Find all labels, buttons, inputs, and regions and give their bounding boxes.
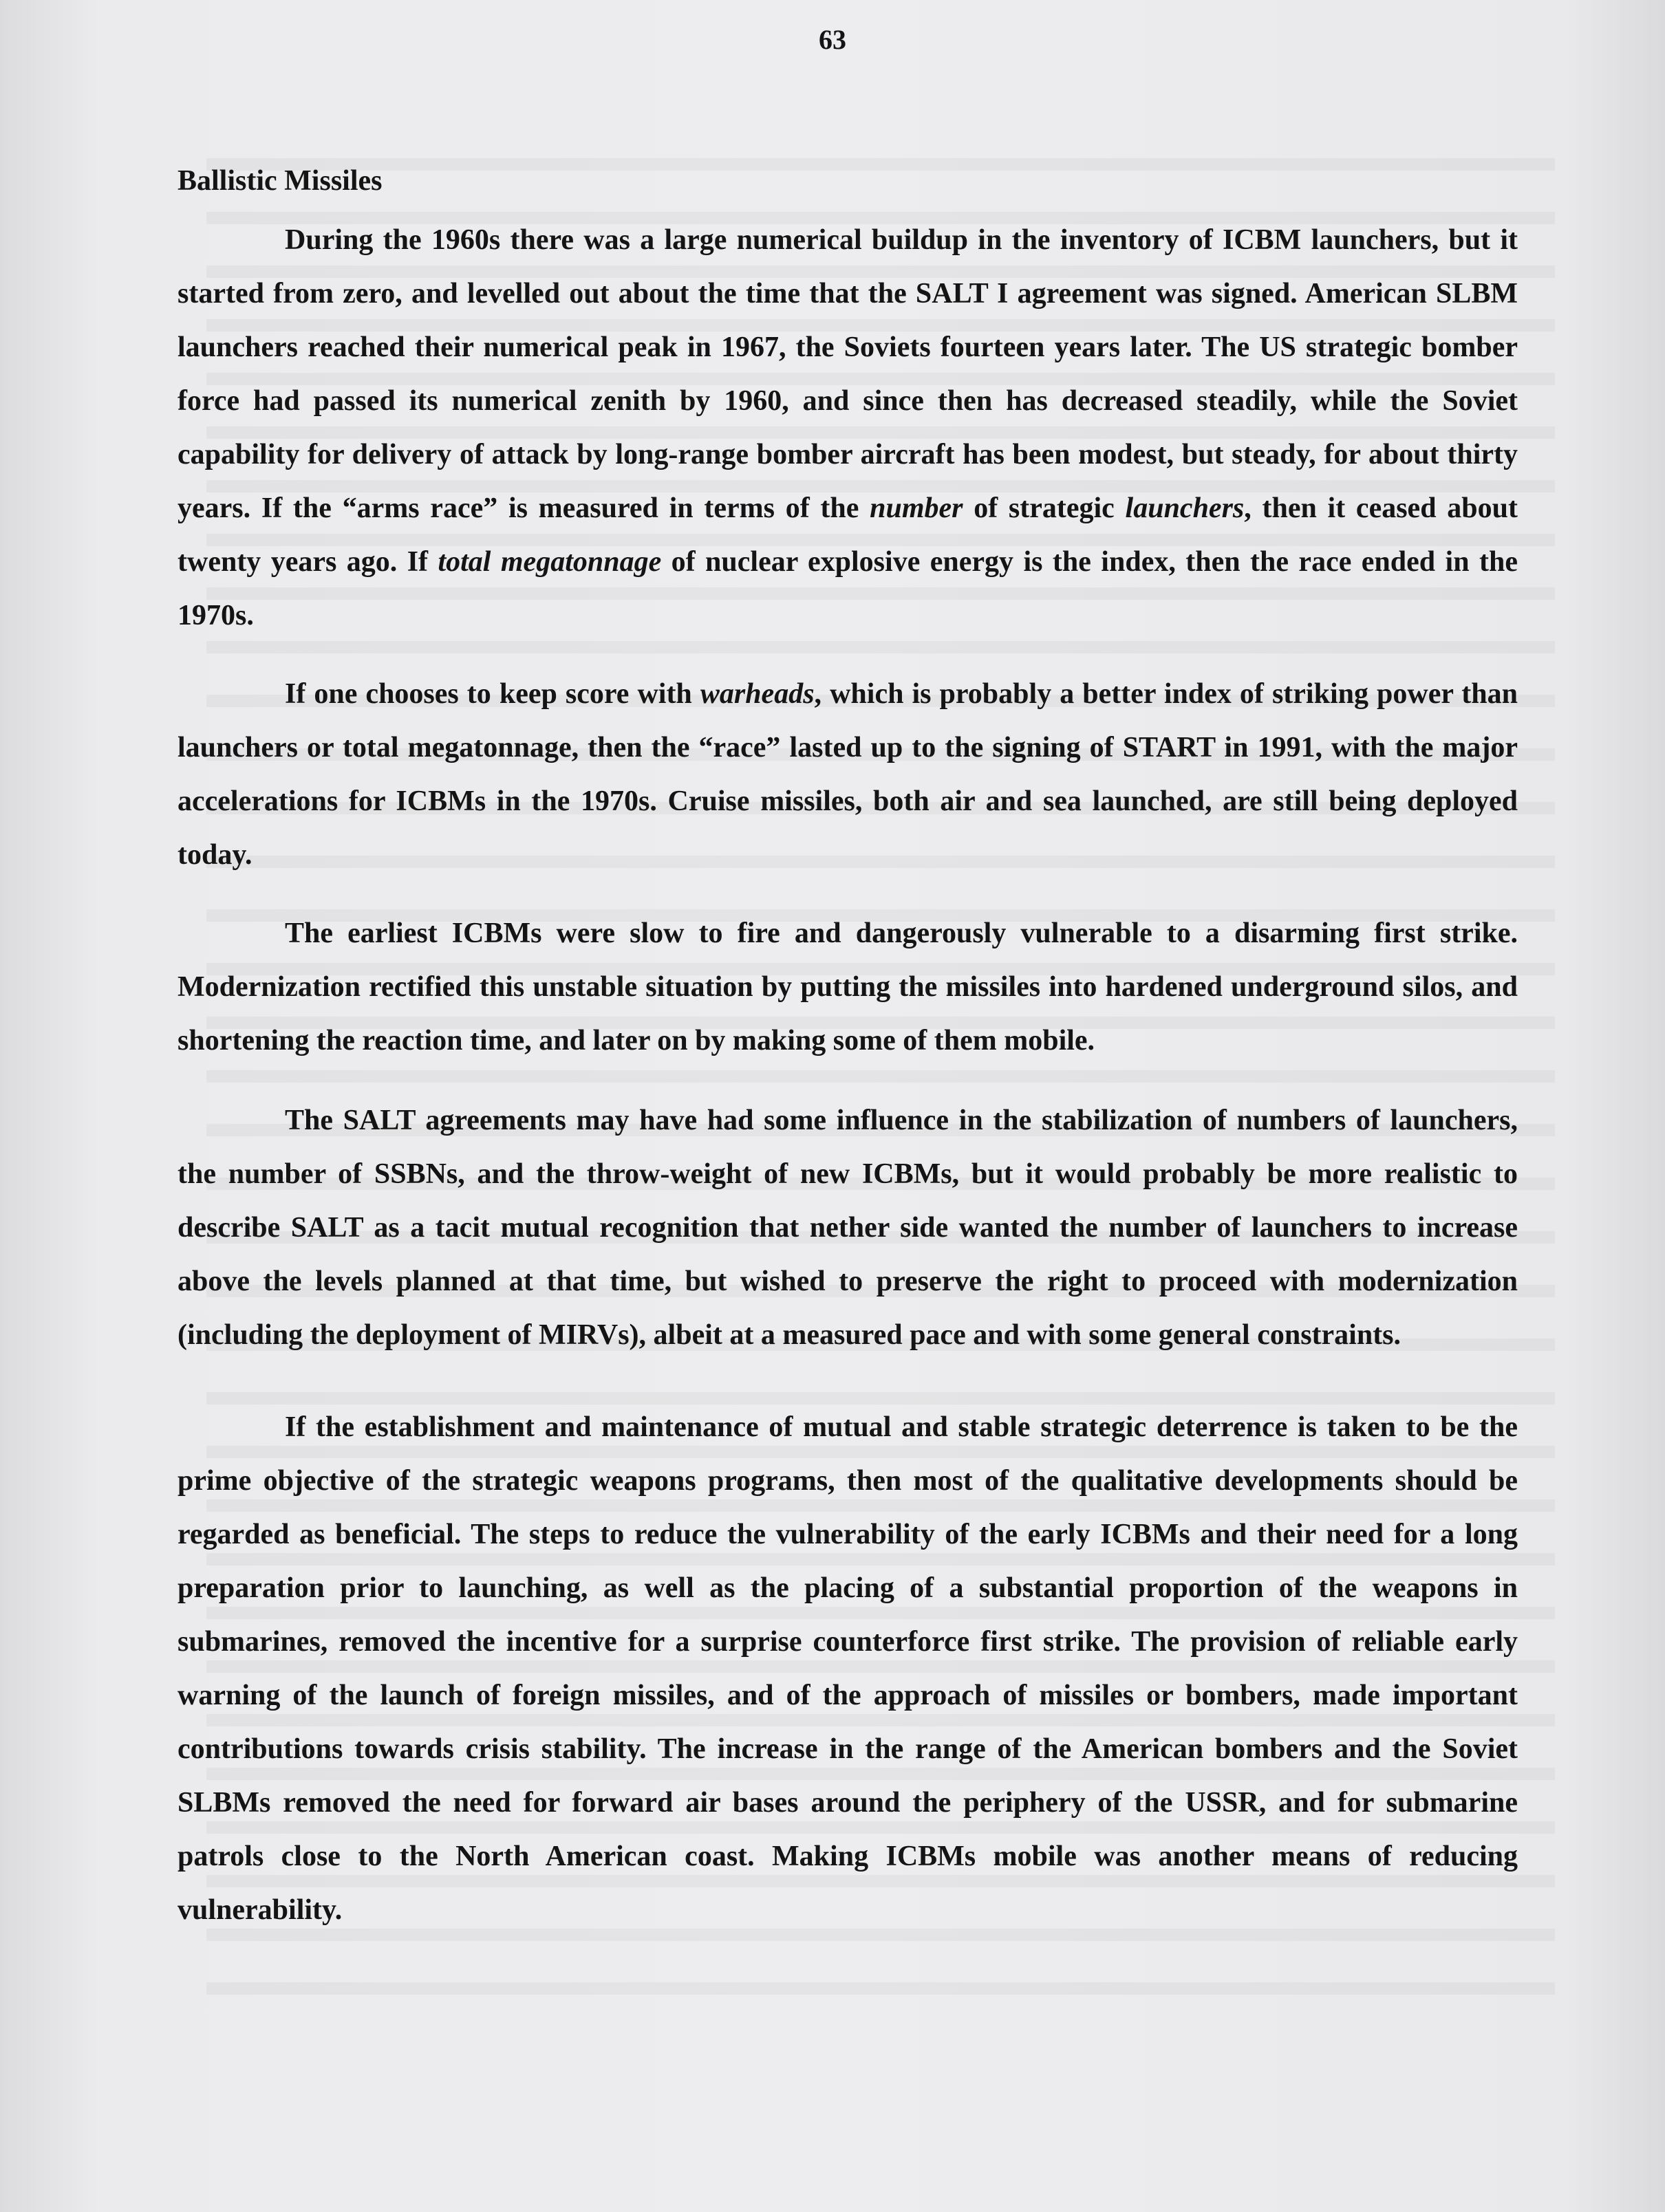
- paragraph-text: of strategic: [963, 492, 1126, 524]
- paragraph-text: During the 1960s there was a large numerical buildup in the inventory of ICBM launchers, but it started from zero, and levelled out about the time that the SALT I agreement was signed. American SLBM launchers reached their numerical peak in 1967, the Soviets fourteen years later. The US strategic bomber force had passed its numerical zenith by 1960, and since then has decreased steadily, while the Soviet capability for delivery of attack by long-range bomber aircraft has been modest, but steady, for about thirty years. If the “arms race” is measured in terms of the: [178, 224, 1518, 524]
- paragraph-warheads: [178, 667, 1518, 882]
- emphasis-total-megatonnage: total megatonnage: [438, 546, 662, 578]
- paragraph-salt-agreements: The SALT agreements may have had some influence in the stabilization of numbers of launchers, the number of SSBNs, and the throw-weight of new ICBMs, but it would probably be more realistic to describe SALT as a tacit mutual recognition that nether side wanted the number of launchers to increase above the levels planned at that time, but wished to preserve the right to proceed with modernization (including the deployment of MIRVs), albeit at a measured pace and with some general constraints.: [178, 1105, 1518, 1351]
- emphasis-warheads: warheads: [700, 678, 815, 710]
- paragraph-text: , which is probably a better index of striking power than launchers or total megatonnage, then the “race” lasted up to the signing of START in 1991, with the major accelerations for ICBMs in the 1970s. Cruise missiles, both air and sea launched, are still being deployed today.: [178, 678, 1518, 871]
- paragraph-launcher-buildup: [178, 213, 1518, 642]
- page-number: 63: [819, 24, 846, 55]
- emphasis-number: number: [870, 492, 963, 524]
- paragraph-text: of nuclear explosive energy is the index, then the race ended in the 1970s.: [178, 546, 1518, 631]
- section-heading: Ballistic Missiles: [178, 165, 383, 197]
- paragraph-strategic-deterrence: If the establishment and maintenance of mutual and stable strategic deterrence is taken to be the prime objective of the strategic weapons programs, then most of the qualitative developments should be regarded as beneficial. The steps to reduce the vulnerability of the early ICBMs and their need for a long preparation prior to launching, as well as the placing of a substantial proportion of the weapons in submarines, removed the incentive for a surprise counterforce first strike. The provision of reliable early warning of the launch of foreign missiles, and of the approach of missiles or bombers, made important contributions towards crisis stability. The increase in the range of the American bombers and the Soviet SLBMs removed the need for forward air bases around the periphery of the USSR, and for submarine patrols close to the North American coast. Making ICBMs mobile was another means of reducing vulnerability.: [178, 1411, 1518, 1926]
- emphasis-launchers: launchers: [1125, 492, 1245, 524]
- paragraph-early-icbms: The earliest ICBMs were slow to fire and dangerously vulnerable to a disarming first strike. Modernization rectified this unstable situation by putting the missiles into hardened underground silos, and shortening the reaction time, and later on by making some of them mobile.: [178, 918, 1518, 1056]
- paragraph-text: , then it ceased about twenty years ago. If: [178, 492, 1518, 578]
- body-text: [178, 158, 1518, 1937]
- paragraph-text: If one chooses to keep score with: [285, 678, 700, 710]
